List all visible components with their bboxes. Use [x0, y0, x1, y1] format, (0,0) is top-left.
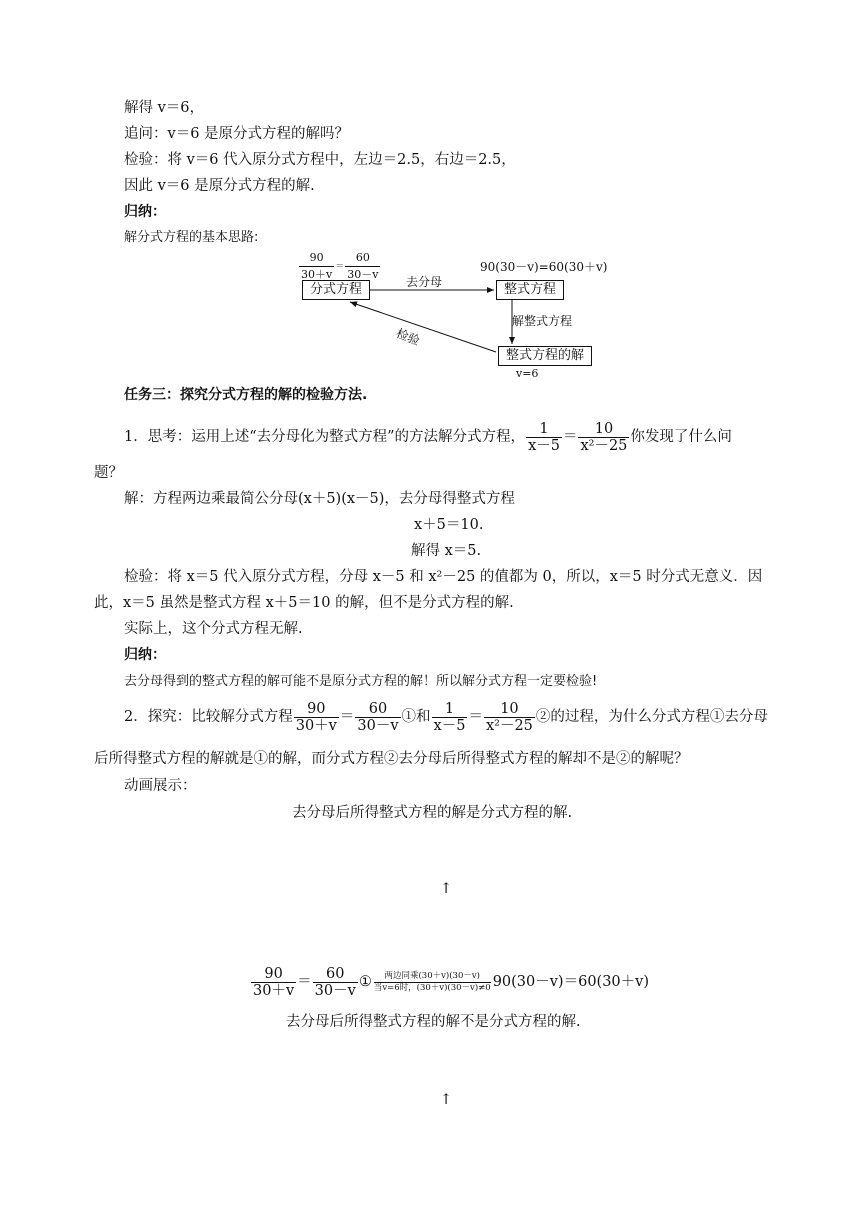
label-remove-denominator: 去分母 [406, 275, 443, 289]
label-solution-value: v=6 [516, 367, 539, 380]
diagram-arrows [290, 248, 610, 380]
check-para-line1: 检验：将 x＝5 代入原分式方程，分母 x－5 和 x²－25 的值都为 0，所以，x＝5 时分式无意义．因 [124, 569, 763, 585]
conclusion-line: 因此 v＝6 是原分式方程的解. [124, 178, 315, 194]
label-solve-integer: 解整式方程 [512, 314, 573, 328]
up-arrow-icon-2: ↑ [440, 1092, 453, 1108]
operation-note: 两边同乘(30＋v)(30－v) 当v=6时，(30＋v)(30－v)≠0 [373, 970, 491, 993]
diagram-fraction-equation: $\frac{90}{30+v}$ ＝ $\frac{60}{30-v}$ [301, 251, 379, 281]
diagram-integer-equation: 90(30－v)=60(30＋v) [480, 260, 608, 274]
solution-flow-diagram [290, 248, 610, 380]
label-check: 检验 [394, 326, 422, 348]
animation-label: 动画展示： [124, 778, 197, 794]
box-integer-solution: 整式方程的解 [498, 346, 592, 366]
task3-title: 任务三：探究分式方程的解的检验方法. [124, 387, 368, 403]
solution-step1: 解：方程两边乘最简公分母(x＋5)(x－5)，去分母得整式方程 [124, 491, 515, 507]
animation-caption-2: 去分母后所得整式方程的解不是分式方程的解. [286, 1014, 581, 1030]
up-arrow-icon: ↑ [440, 881, 453, 897]
summary-text-2: 去分母得到的整式方程的解可能不是原分式方程的解！所以解分式方程一定要检验! [124, 674, 598, 689]
solution-step2: x＋5＝10. [414, 517, 484, 533]
summary-heading: 归纳： [124, 204, 166, 220]
check-para-line2: 此，x＝5 虽然是整式方程 x＋5＝10 的解，但不是分式方程的解. [94, 595, 514, 611]
no-solution-line: 实际上，这个分式方程无解. [124, 621, 303, 637]
basic-idea-label: 解分式方程的基本思路: [124, 230, 259, 245]
question1-cont: 题？ [94, 465, 123, 481]
check-line: 检验：将 v＝6 代入原分式方程中，左边＝2.5，右边＝2.5， [124, 152, 516, 168]
box-integer-equation: 整式方程 [496, 280, 564, 300]
animation-caption-1: 去分母后所得整式方程的解是分式方程的解. [292, 805, 573, 821]
arrow-check [350, 302, 496, 352]
animation-equation: $\frac{90}{30+v}$ ＝ $\frac{60}{30-v}$ ① 两边同乘(30＋v)(30－v) 当v=6时，(30＋v)(30－v)≠0 90(30－v)＝60(30＋v) [253, 965, 650, 999]
question2: 2．探究：比较解分式方程 $\frac{90}{30+v}$ ＝ $\frac{60}{30-v}$ ①和 $\frac{1}{x-5}$ ＝ $\frac{10}{\text{x²－25}}$ ②的过程，为什么分式方程①去分母 [124, 700, 768, 734]
solution-step3: 解得 x＝5. [411, 543, 482, 559]
question1: 1．思考：运用上述“去分母化为整式方程”的方法解分式方程， $\frac{1}{x-5}$ ＝ $\frac{10}{\text{x²－25}}$ 你发现了什么问 [124, 420, 732, 454]
box-fractional-equation: 分式方程 [302, 280, 370, 300]
solution-line: 解得 v＝6， [124, 100, 205, 116]
summary-heading-2: 归纳： [124, 647, 166, 663]
question2-cont: 后所得整式方程的解就是①的解，而分式方程②去分母后所得整式方程的解却不是②的解呢？ [94, 751, 689, 767]
followup-question: 追问：v＝6 是原分式方程的解吗？ [124, 126, 350, 142]
